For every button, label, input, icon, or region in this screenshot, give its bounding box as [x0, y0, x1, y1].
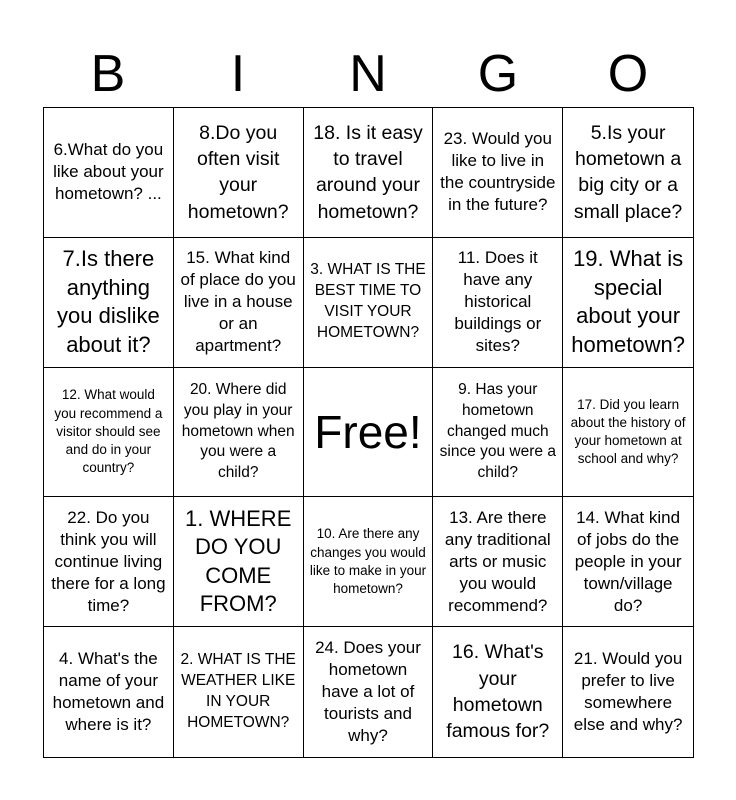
bingo-cell-text: 23. Would you like to live in the countryside in the future?	[440, 129, 556, 215]
bingo-card-grid	[43, 107, 694, 758]
bingo-cell[interactable]	[304, 238, 434, 368]
bingo-cell-text: 6.What do you like about your hometown? ...	[53, 140, 164, 204]
bingo-cell[interactable]	[44, 497, 174, 627]
bingo-cell[interactable]	[563, 238, 693, 368]
bingo-cell-text: 12. What would you recommend a visitor should see and do in your country?	[54, 387, 163, 476]
bingo-cell-text: 15. What kind of place do you live in a house or an apartment?	[180, 247, 296, 356]
bingo-cell-text: 17. Did you learn about the history of your hometown at school and why?	[570, 396, 686, 467]
bingo-cell-text: 9. Has your hometown changed much since you were a child?	[439, 380, 556, 482]
bingo-cell-text: 21. Would you prefer to live somewhere else and why?	[573, 648, 683, 735]
bingo-cell[interactable]	[174, 497, 304, 627]
bingo-cell-text: 24. Does your hometown have a lot of tourists and why?	[315, 637, 421, 746]
title-letter-b: B	[90, 45, 126, 103]
bingo-cell-text: 4. What's the name of your hometown and where is it?	[52, 648, 165, 735]
bingo-cell[interactable]	[433, 627, 563, 757]
bingo-cell[interactable]	[563, 627, 693, 757]
bingo-cell[interactable]	[44, 108, 174, 238]
bingo-cell[interactable]	[433, 108, 563, 238]
bingo-cell[interactable]	[304, 108, 434, 238]
bingo-cell-text: 11. Does it have any historical buildings or sites?	[454, 247, 542, 356]
bingo-cell[interactable]	[433, 368, 563, 498]
bingo-cell[interactable]	[433, 497, 563, 627]
bingo-cell[interactable]	[174, 627, 304, 757]
bingo-cell-text: 2. WHAT IS THE WEATHER LIKE IN YOUR HOMETOWN?	[180, 651, 296, 732]
free-space-text: Free!	[314, 405, 422, 458]
title-letter-n: N	[349, 45, 387, 103]
bingo-cell-text: 13. Are there any traditional arts or music you would recommend?	[444, 507, 551, 615]
bingo-cell-text: 18. Is it easy to travel around your hometown?	[313, 121, 423, 223]
bingo-cell[interactable]	[44, 238, 174, 368]
bingo-cell-text: 7.Is there anything you dislike about it?	[57, 246, 160, 357]
bingo-cell[interactable]	[304, 627, 434, 757]
bingo-cell[interactable]	[563, 497, 693, 627]
bingo-free-cell[interactable]	[304, 368, 434, 498]
title-letter-o: O	[607, 45, 649, 103]
bingo-cell[interactable]	[44, 627, 174, 757]
bingo-cell[interactable]	[563, 368, 693, 498]
bingo-cell[interactable]	[174, 368, 304, 498]
bingo-cell-text: 8.Do you often visit your hometown?	[187, 121, 289, 223]
bingo-title	[43, 42, 693, 106]
bingo-cell-text: 1. WHERE DO YOU COME FROM?	[185, 505, 292, 617]
bingo-cell[interactable]	[304, 497, 434, 627]
bingo-cell-text: 10. Are there any changes you would like to make in your hometown?	[309, 526, 427, 596]
bingo-cell[interactable]	[433, 238, 563, 368]
bingo-cell-text: 22. Do you think you will continue living there for a long time?	[51, 507, 166, 615]
bingo-cell-text: 14. What kind of jobs do the people in your town/village do?	[574, 507, 682, 615]
bingo-cell-text: 19. What is special about your hometown?	[571, 246, 685, 357]
bingo-cell-text: 16. What's your hometown famous for?	[446, 641, 550, 743]
bingo-cell[interactable]	[174, 238, 304, 368]
bingo-cell[interactable]	[44, 368, 174, 498]
bingo-cell-text: 20. Where did you play in your hometown when you were a child?	[181, 380, 295, 482]
bingo-cell[interactable]	[563, 108, 693, 238]
title-letter-i: I	[230, 45, 246, 103]
bingo-cell-text: 5.Is your hometown a big city or a small place?	[573, 121, 683, 223]
title-letter-g: G	[477, 45, 519, 103]
bingo-cell-text: 3. WHAT IS THE BEST TIME TO VISIT YOUR HOMETOWN?	[310, 261, 426, 342]
bingo-cell[interactable]	[174, 108, 304, 238]
